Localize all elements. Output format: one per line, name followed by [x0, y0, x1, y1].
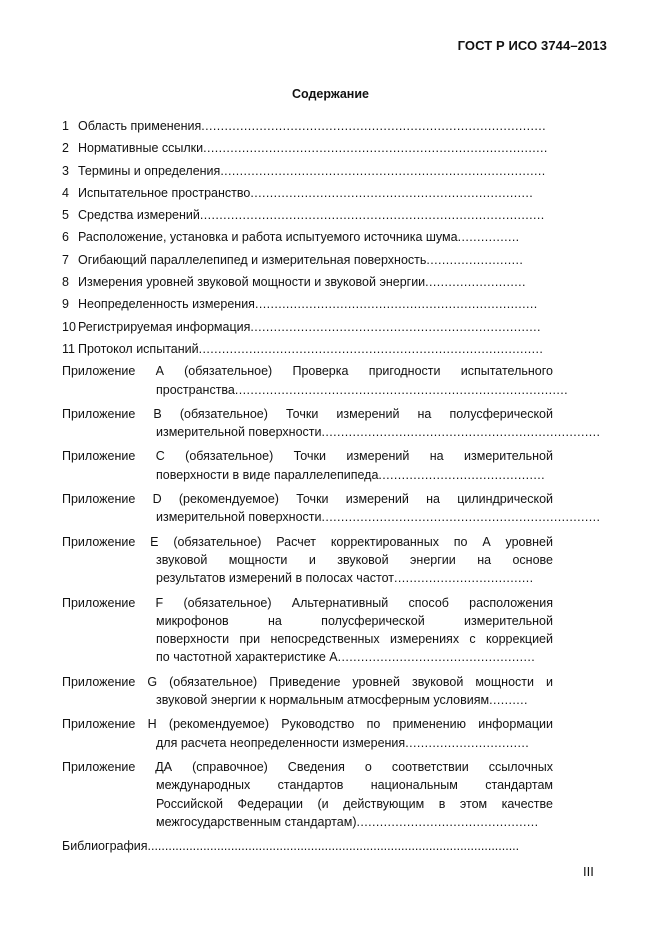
annex-title-line	[62, 691, 553, 709]
toc-entry-number: 8	[62, 275, 69, 290]
toc-entry-title: Термины и определения	[78, 163, 221, 178]
annex-heading: Приложение Н (рекомендуемое) Руководство по применению информации	[62, 717, 553, 732]
toc-entry-dots: .........................................................................	[254, 297, 538, 312]
annex-heading: Приложение В (обязательное) Точки измерений на полусферической	[62, 406, 553, 421]
annex-heading: Приложение D (рекомендуемое) Точки измерений на цилиндрической	[62, 492, 553, 507]
annex-title-text: по частотной характеристике А	[156, 650, 338, 665]
annex-dots: ...................................................	[337, 650, 536, 665]
toc-entry-dots: ..........................	[425, 275, 526, 290]
annex-title-line: Российской Федерации (и действующим в этом качестве	[156, 796, 553, 811]
toc-entry[interactable]	[62, 160, 553, 182]
toc-entry-dots: .........................................................................................	[199, 208, 545, 223]
annex-title-line	[62, 466, 553, 484]
annex-title-line	[62, 381, 568, 399]
annex-dots: ................................	[405, 735, 530, 750]
toc-entry[interactable]	[62, 115, 553, 137]
annex-dots: ........................................................................	[321, 425, 601, 440]
toc-entry[interactable]	[62, 137, 553, 159]
bibliography-label: Библиография	[62, 839, 148, 854]
toc-entries	[62, 115, 553, 360]
annex-title-text: межгосударственным стандартам)	[156, 814, 357, 829]
toc-entry-number: 7	[62, 252, 69, 267]
annex-title-line	[62, 423, 601, 441]
toc-entry-title: Неопределенность измерения	[78, 297, 255, 312]
annex-heading: Приложение С (обязательное) Точки измерений на измерительной	[62, 449, 553, 464]
toc-entry[interactable]	[62, 204, 553, 226]
annex-heading: Приложение F (обязательное) Альтернативный способ расположения	[62, 595, 553, 610]
annex-heading: Приложение G (обязательное) Приведение уровней звуковой мощности и	[62, 674, 553, 689]
toc-entry-dots: .........................................................................................	[201, 119, 546, 133]
toc-entry[interactable]	[62, 226, 553, 248]
toc-entry[interactable]	[62, 182, 553, 204]
toc-entry-title: Нормативные ссылки	[78, 141, 204, 156]
annex-dots: ......................................................................................	[234, 382, 568, 397]
page-number: III	[583, 864, 594, 879]
toc-entry-title: Испытательное пространство	[78, 185, 251, 200]
table-of-contents	[62, 115, 601, 855]
annex-heading: Приложение Е (обязательное) Расчет корректированных по А уровней	[62, 534, 553, 549]
toc-annex[interactable]	[62, 447, 553, 484]
toc-entry-dots: ...........................................................................	[250, 319, 541, 334]
toc-annex[interactable]	[62, 490, 601, 527]
bibliography-dots: ...........................................................................................................	[147, 839, 520, 854]
annex-dots: ...............................................	[356, 814, 539, 829]
toc-entry-title: Протокол испытаний	[78, 341, 199, 356]
annex-title-text: результатов измерений в полосах частот	[156, 571, 395, 586]
annex-dots: ........................................................................	[321, 510, 601, 525]
toc-annex[interactable]	[62, 594, 553, 667]
toc-entry-dots: ....................................................................................	[220, 163, 546, 178]
toc-entry-dots: .........................................................................................	[203, 141, 548, 156]
toc-entry-dots: .........................................................................	[250, 185, 534, 200]
annex-title-line	[62, 648, 553, 666]
toc-annex[interactable]	[62, 758, 553, 831]
toc-entry[interactable]	[62, 338, 553, 360]
toc-entry-title: Измерения уровней звуковой мощности и звуковой энергии	[78, 275, 426, 290]
annex-title-line: международных стандартов национальным стандартам	[156, 778, 553, 793]
toc-entry-number: 5	[62, 208, 69, 223]
annex-title-line	[62, 508, 601, 526]
toc-entry-title: Регистрируемая информация	[78, 319, 251, 334]
annex-title-text: звуковой энергии к нормальным атмосферным условиям	[156, 693, 490, 708]
toc-entry[interactable]	[62, 316, 553, 338]
annex-title-line	[62, 813, 553, 831]
toc-entry-number: 9	[62, 297, 69, 312]
toc-annex[interactable]	[62, 362, 568, 399]
annex-title-line	[62, 569, 553, 587]
annex-heading: Приложение А (обязательное) Проверка пригодности испытательного	[62, 364, 553, 379]
annex-dots: ..........	[489, 693, 528, 708]
annex-dots: ....................................	[394, 571, 534, 586]
annex-title-text: для расчета неопределенности измерения	[156, 735, 406, 750]
toc-entry-dots: .........................................................................................	[198, 341, 544, 356]
toc-entry-dots: .........................	[426, 252, 524, 267]
annex-title-text: пространства	[156, 382, 235, 397]
annex-title-line	[62, 734, 553, 752]
toc-entry[interactable]	[62, 293, 553, 315]
toc-entry[interactable]	[62, 249, 553, 271]
toc-entry-number: 1	[62, 119, 69, 133]
toc-entry-title: Огибающий параллелепипед и измерительная поверхность	[78, 252, 427, 267]
toc-entry-number: 2	[62, 141, 69, 156]
annex-title-text: измерительной поверхности	[156, 510, 322, 525]
annex-heading: Приложение ДА (справочное) Сведения о соответствии ссылочных	[62, 759, 553, 774]
toc-annex[interactable]	[62, 405, 601, 442]
toc-entry-dots: ................	[457, 230, 520, 245]
toc-annex[interactable]	[62, 715, 553, 752]
annex-title-line: микрофонов на полусферической измерительной	[156, 613, 553, 628]
toc-annex[interactable]	[62, 533, 553, 588]
toc-entry-number: 3	[62, 163, 69, 178]
toc-entry[interactable]	[62, 271, 553, 293]
annex-dots: ...........................................	[378, 467, 545, 482]
toc-entry-number: 6	[62, 230, 69, 245]
toc-entry-number: 4	[62, 185, 69, 200]
annex-title-text: поверхности в виде параллелепипеда	[156, 467, 379, 482]
toc-entry-title: Область применения	[78, 119, 202, 133]
toc-title: Содержание	[291, 87, 369, 101]
annex-title-line: поверхности при непосредственных измерениях с коррекцией	[156, 632, 553, 647]
toc-entry-bibliography[interactable]	[62, 837, 553, 855]
toc-annex[interactable]	[62, 673, 553, 710]
annex-title-text: измерительной поверхности	[156, 425, 322, 440]
toc-entry-number: 10	[62, 319, 76, 334]
document-code: ГОСТ Р ИСО 3744–2013	[457, 38, 607, 53]
toc-entry-number: 11	[62, 341, 75, 356]
toc-entry-title: Средства измерений	[78, 208, 200, 223]
toc-entry-title: Расположение, установка и работа испытуемого источника шума	[78, 230, 458, 245]
annex-title-line: звуковой мощности и звуковой энергии на основе	[156, 552, 553, 567]
toc-annexes	[62, 362, 601, 831]
